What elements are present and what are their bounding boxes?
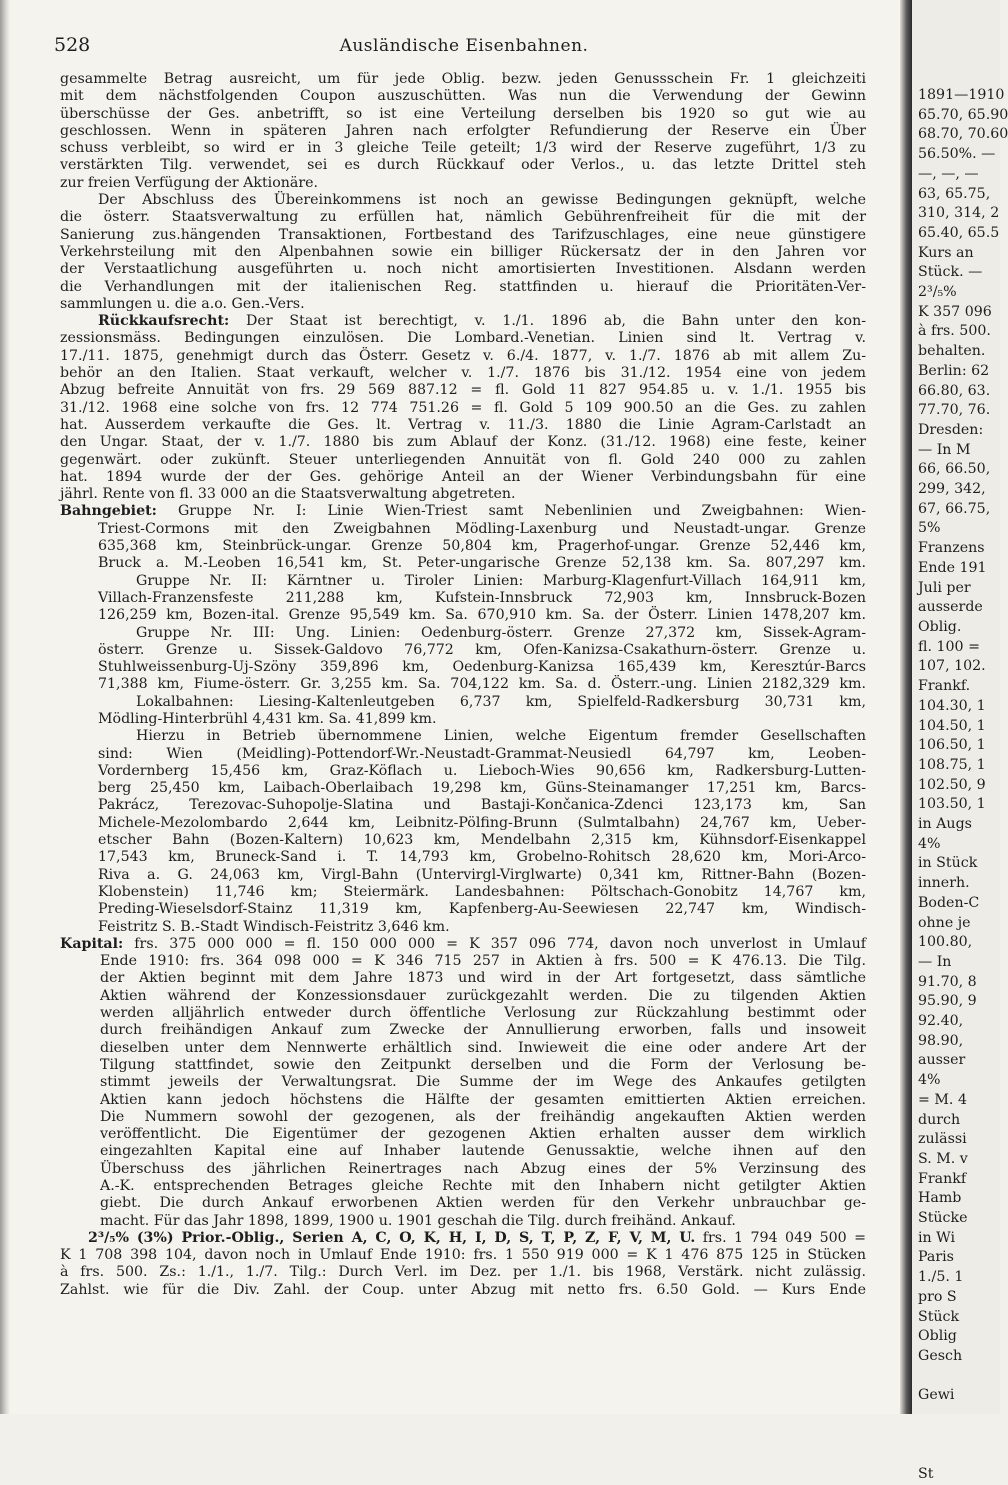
text-line [60, 919, 866, 936]
text-line [60, 1195, 866, 1212]
line-text: hat. 1894 wurde der der Ges. gehörige Anteil an der Wiener Verbindungsbahn für eine [60, 468, 866, 485]
line-text: jährl. Rente von fl. 33 000 an die Staatsverwaltung abgetreten. [60, 486, 516, 503]
text-line [60, 88, 866, 105]
line-text: macht. Für das Jahr 1898, 1899, 1900 u. 1901 geschah die Tilg. durch freihänd. Ankauf. [100, 1212, 736, 1229]
line-text: à frs. 500. Zs.: 1./1., 1./7. Tilg.: Durch Verl. im Dez. per 1./1. bis 1968, Verstärk. nicht zulässig. [60, 1264, 866, 1281]
text-line [60, 348, 866, 365]
adjacent-column-line: 66, 66.50, [918, 461, 991, 478]
text-line [60, 503, 866, 520]
text-line [60, 659, 866, 676]
line-text: Der Staat ist berechtigt, v. 1./1. 1896 ab, die Bahn unter den kon- [229, 313, 866, 330]
line-text: Preding-Wieselsdorf-Stainz 11,319 km, Kapfenberg-Au-Seewiesen 22,747 km, Windisch- [98, 901, 866, 918]
section-heading: Rückkaufsrecht: [98, 313, 230, 330]
adjacent-column-line: 77.70, 76. [918, 402, 991, 419]
line-text: eingezahlten Kapital eine auf Inhaber lautende Genussaktie, welche ihnen auf den [100, 1143, 866, 1160]
line-text: Aktien kann jedoch höchstens die Hälfte der gesamten emittierten Aktien erreichen. [100, 1091, 866, 1108]
adjacent-column-line: —, —, — [918, 165, 979, 182]
adjacent-column-line: Hamb [918, 1190, 962, 1207]
text-line [60, 400, 866, 417]
line-text: K 1 708 398 104, davon noch in Umlauf Ende 1910: frs. 1 550 919 000 = K 1 476 875 125 in Stücken [60, 1247, 866, 1264]
text-line [60, 123, 866, 140]
line-text: behör an den Italien. Staat verkauft, welcher v. 1./7. 1876 bis 31./12. 1954 eine von jedem [60, 365, 866, 382]
line-text: veröffentlicht. Die Eigentümer der gezogenen Aktien erhalten ausser dem wirklich [100, 1126, 866, 1143]
adjacent-column-line: ausser [918, 1052, 966, 1069]
text-line [60, 901, 866, 918]
text-line [60, 452, 866, 469]
adjacent-column-line: in Wi [918, 1229, 956, 1246]
text-line [60, 763, 866, 780]
text-line [60, 365, 866, 382]
text-line [60, 1264, 866, 1281]
body-text [60, 71, 866, 1299]
adjacent-column-line: Frankf. [918, 678, 971, 695]
adjacent-column-line: 1891—1910 [918, 87, 1005, 103]
adjacent-column-line: Stück [918, 1308, 960, 1325]
adjacent-column-line: 65.70, 65.90 [918, 106, 1008, 123]
text-line [60, 728, 866, 745]
line-text: Lokalbahnen: Liesing-Kaltenleutgeben 6,737 km, Spielfeld-Radkersburg 30,731 km, [136, 693, 866, 710]
adjacent-column-line: 63, 65.75, [918, 185, 991, 202]
text-line [60, 1057, 866, 1074]
line-text: durch freihändigen Ankauf zum Zwecke der Annullierung erworben, falls und insoweit [100, 1022, 866, 1039]
line-text: Pakrácz, Terezovac-Suhopolje-Slatina und Bastaji-Končanica-Zdenci 123,173 km, San [98, 797, 866, 814]
line-text: zessionsmäss. Bedingungen einzulösen. Die Lombard.-Venetian. Linien sind lt. Vertrag v. [60, 330, 866, 347]
adjacent-column-line [912, 1446, 1008, 1466]
adjacent-column-line: Gewi [918, 1387, 955, 1404]
line-text: hat. Ausserdem verkaufte die Ges. lt. Vertrag v. 11./3. 1880 die Linie Agram-Carlstadt an [60, 416, 866, 433]
section-heading: Bahngebiet: [60, 503, 157, 520]
line-text: zur freien Verfügung der Aktionäre. [60, 174, 319, 191]
adjacent-column-line: = M. 4 [918, 1091, 967, 1108]
text-line [60, 71, 866, 88]
text-line [60, 227, 866, 244]
adjacent-column-line: 310, 314, 2 [918, 205, 1000, 222]
line-text: 635,368 km, Steinbrück-ungar. Grenze 50,804 km, Pragerhof-ungar. Grenze 52,446 km, [98, 538, 866, 555]
adjacent-column-line: Kurs an [918, 244, 974, 261]
text-line [60, 157, 866, 174]
adjacent-column-line: innerh. [918, 875, 970, 892]
line-text: gesammelte Betrag ausreicht, um für jede Oblig. bezw. jeden Genussschein Fr. 1 gleichzeiti [60, 71, 866, 87]
line-text: Riva a. G. 24,063 km, Virgl-Bahn (Untervirgl-Virglwarte) 0,341 km, Rittner-Bahn (Bozen- [98, 866, 866, 883]
line-text: Michele-Mezolombardo 2,644 km, Leibnitz-Pölfing-Brunn (Sulmtalbahn) 24,767 km, Ueber- [98, 814, 866, 831]
text-line [60, 746, 866, 763]
line-text: Hierzu in Betrieb übernommene Linien, welche Eigentum fremder Gesellschaften [136, 728, 866, 745]
adjacent-column-line: Juli per [918, 579, 971, 596]
line-text: werden alljährlich entweder durch öffentliche Verlosung zur Rückzahlung bestimmt oder [100, 1005, 866, 1022]
text-line [60, 1230, 866, 1247]
line-text: Klobenstein) 11,746 km; Steiermärk. Landesbahnen: Pöltschach-Gonobitz 14,767 km, [98, 883, 866, 900]
adjacent-column-line: behalten. [918, 343, 986, 360]
adjacent-column-line: 103.50, 1 [918, 796, 986, 813]
line-text: Feistritz S. B.-Stadt Windisch-Feistritz 3,646 km. [98, 918, 450, 935]
adjacent-column-line [912, 1367, 1008, 1387]
text-line [60, 970, 866, 987]
line-text: frs. 375 000 000 = fl. 150 000 000 = K 357 096 774, davon noch unverlost in Umlauf [123, 935, 866, 952]
line-text: stimmt jeweils der Verwaltungsrat. Die Summe der im Wege des Ankaufes getilgten [100, 1074, 866, 1091]
line-text: Triest-Cormons mit den Zweigbahnen Mödling-Laxenburg und Neustadt-ungar. Grenze [98, 520, 866, 537]
line-text: mit dem nächstfolgenden Coupon auszuschütten. Was nun die Verwendung der Gewinn [60, 88, 866, 105]
text-line [60, 1247, 866, 1264]
line-text: Villach-Franzensfeste 211,288 km, Kufstein-Innsbruck 72,903 km, Innsbruck-Bozen [98, 589, 866, 606]
text-line [60, 279, 866, 296]
line-text: 71,388 km, Fiume-österr. Gr. 3,255 km. Sa. 704,122 km. Sa. d. Österr.-ung. Linien 2182,329 km. [98, 676, 866, 693]
line-text: Gruppe Nr. II: Kärntner u. Tiroler Linien: Marburg-Klagenfurt-Villach 164,911 km, [136, 572, 866, 589]
adjacent-column-line: pro S [918, 1288, 957, 1305]
adjacent-column-line: — In M [918, 441, 971, 458]
line-text: sammlungen u. die a.o. Gen.-Vers. [60, 295, 305, 312]
adjacent-column-line: Oblig [918, 1328, 957, 1345]
text-line [60, 867, 866, 884]
text-line [60, 140, 866, 157]
line-text: berg 25,450 km, Laibach-Oberlaibach 19,298 km, Güns-Steinamanger 17,251 km, Barcs- [98, 780, 866, 797]
adjacent-column-line: 104.50, 1 [918, 717, 986, 734]
text-line [60, 469, 866, 486]
adjacent-column-line: fl. 100 = [918, 638, 980, 655]
text-line [60, 1161, 866, 1178]
line-text: 31./12. 1968 eine solche von frs. 12 774 751.26 = fl. Gold 5 109 900.50 an die Ges. zu zahlen [60, 399, 866, 416]
text-line [60, 590, 866, 607]
book-gutter [900, 0, 912, 1414]
text-line [60, 832, 866, 849]
line-text: 126,259 km, Bozen-ital. Grenze 95,549 km. Sa. 670,910 km. Sa. der Österr. Linien 1478,207 km. [98, 607, 866, 624]
adjacent-column-line: 2³/₅% [918, 284, 957, 301]
text-line [60, 417, 866, 434]
text-line [60, 434, 866, 451]
text-line [60, 607, 866, 624]
line-text: Aktien während der Konzessionsdauer zurückgezahlt werden. Die zu tilgenden Aktien [100, 987, 866, 1004]
adjacent-column-line: 1./5. 1 [918, 1269, 964, 1286]
text-line [60, 815, 866, 832]
text-line [60, 1143, 866, 1160]
adjacent-column-line: 5% [918, 520, 941, 537]
text-line [60, 555, 866, 572]
text-line [60, 192, 866, 209]
text-line [60, 1213, 866, 1230]
line-text: Gruppe Nr. I: Linie Wien-Triest samt Nebenlinien und Zweigbahnen: Wien- [156, 503, 866, 520]
line-text: Die Nummern sowohl der gezogenen, als der freihändig angekauften Aktien werden [100, 1108, 866, 1125]
adjacent-column-line: 104.30, 1 [918, 697, 986, 714]
text-line [60, 1109, 866, 1126]
line-text: überschüsse der Ges. anbetrifft, so ist eine Verteilung derselben bis 1920 so gut wie au [60, 105, 866, 122]
text-line [60, 936, 866, 953]
adjacent-column-line: Oblig. [918, 618, 962, 635]
text-line [60, 849, 866, 866]
adjacent-column-line: durch [918, 1111, 961, 1128]
text-line [60, 521, 866, 538]
line-text: Sanierung zus.hängenden Transaktionen, Fortbestand des Tarifzuschlages, eine neue günstigere [60, 226, 866, 243]
line-text: geschlossen. Wenn in späteren Jahren nach erfolgter Refundierung der Reserve ein Über [60, 122, 866, 139]
adjacent-column-line: 92.40, [918, 1013, 964, 1030]
text-line [60, 953, 866, 970]
text-line [60, 780, 866, 797]
line-text: Tilgung stattfindet, sowie den Zeitpunkt derselben und die Form der Verlosung be- [100, 1056, 866, 1073]
text-line [60, 642, 866, 659]
line-text: dieselben unter dem Nennwerte erhältlich sind. Inwieweit die eine oder andere Art der [100, 1039, 866, 1056]
line-text: sind: Wien (Meidling)-Pottendorf-Wr.-Neustadt-Grammat-Neusiedl 64,797 km, Leoben- [98, 745, 866, 762]
adjacent-column-line: Stücke [918, 1210, 968, 1227]
adjacent-column-line: 66.80, 63. [918, 382, 991, 399]
adjacent-column-line: 56.50%. — [918, 146, 996, 163]
line-text: Überschuss des jährlichen Reinertrages nach Abzug eines der 5% Verzinsung des [100, 1160, 866, 1177]
adjacent-column-line: in Augs [918, 816, 972, 833]
line-text: österr. Grenze u. Sissek-Galdovo 76,772 km, Ofen-Kanizsa-Csakathurn-österr. Grenze u. [98, 641, 866, 658]
line-text: Verkehrsteilung mit den Alpenbahnen sowie ein billiger Rückersatz der in den Jahren vor [60, 243, 866, 260]
adjacent-column-line: 68.70, 70.60 [918, 126, 1008, 143]
text-line [60, 382, 866, 399]
text-line [60, 988, 866, 1005]
adjacent-column-line: zulässi [918, 1131, 967, 1148]
line-text: Zahlst. wie für die Div. Zahl. der Coup. unter Abzug mit netto frs. 6.50 Gold. — Kurs Ende [60, 1281, 866, 1298]
line-text: die österr. Staatsverwaltung zu erfüllen hat, nämlich Gebührenfreiheit für die mit der [60, 209, 866, 226]
adjacent-column-line: S. M. v [918, 1150, 968, 1167]
adjacent-column-line: Franzens [918, 540, 985, 557]
line-text: die Verhandlungen mit der italienischen Reg. stattfinden u. hierauf die Prioritäten-Ver- [60, 278, 866, 295]
line-text: giebt. Die durch Ankauf erworbenen Aktien werden für den Verkehr unbrauchbar ge- [100, 1195, 866, 1212]
line-text: Stuhlweissenburg-Uj-Szöny 359,896 km, Oedenburg-Kanizsa 165,439 km, Keresztúr-Barcs [98, 659, 866, 676]
adjacent-column-line: 100.80, [918, 934, 973, 951]
text-line [60, 261, 866, 278]
adjacent-column-line: Paris [918, 1249, 954, 1266]
text-line [60, 694, 866, 711]
adjacent-column-line: St [918, 1466, 934, 1483]
adjacent-column-line: à frs. 500. [918, 323, 991, 340]
text-line [60, 209, 866, 226]
adjacent-column-line: 98.90, [918, 1032, 964, 1049]
line-text: der Aktien beginnt mit dem Jahre 1873 und wird in der Art fortgesetzt, dass sämtliche [100, 970, 866, 987]
line-text: gegenwärt. oder zukünft. Steuer unterliegenden Annuität von fl. Gold 240 000 zu zahlen [60, 451, 866, 468]
text-line [60, 486, 866, 503]
text-line [60, 884, 866, 901]
adjacent-column-line: — In [918, 953, 952, 970]
text-line [60, 573, 866, 590]
adjacent-column-line: Frankf [918, 1170, 967, 1187]
line-text: Bruck a. M.-Leoben 16,541 km, St. Peter-ungarische Grenze 52,138 km. Sa. 807,297 km. [98, 555, 866, 572]
adjacent-page-column [912, 86, 1008, 1485]
line-text: etscher Bahn (Bozen-Kaltern) 10,623 km, Mendelbahn 2,315 km, Kühnsdorf-Eisenkappel [98, 832, 866, 849]
adjacent-column-line: 65.40, 65.5 [918, 224, 1000, 241]
text-line [60, 1005, 866, 1022]
text-line [60, 106, 866, 123]
adjacent-column-line: ohne je [918, 914, 971, 931]
line-text: Ende 1910: frs. 364 098 000 = K 346 715 257 in Aktien à frs. 500 = K 476.13. Die Tilg. [100, 953, 866, 970]
line-text: A.-K. entsprechenden Betrages gleiche Rechte mit den Inhabern nicht getilgter Aktien [100, 1178, 866, 1194]
line-text: 17,543 km, Bruneck-Sand i. T. 14,793 km, Grobelno-Rohitsch 28,620 km, Mori-Arco- [98, 849, 866, 866]
adjacent-column-line: in Stück [918, 855, 978, 872]
adjacent-column-line: 67, 66.75, [918, 500, 991, 517]
text-line [60, 1040, 866, 1057]
adjacent-column-line: 108.75, 1 [918, 756, 986, 773]
text-line [60, 625, 866, 642]
adjacent-column-line: 95.90, 9 [918, 993, 977, 1010]
line-text: Gruppe Nr. III: Ung. Linien: Oedenburg-österr. Grenze 27,372 km, Sissek-Agram- [136, 624, 866, 641]
line-text: Vordernberg 15,456 km, Graz-Köflach u. Lieboch-Wies 90,656 km, Radkersburg-Lutten- [98, 762, 866, 779]
text-line [60, 676, 866, 693]
adjacent-column-line: Ende 191 [918, 559, 987, 576]
page-edge-shadow [0, 0, 10, 1414]
adjacent-column-line [912, 1426, 1008, 1446]
adjacent-column-line: Dresden: [918, 421, 984, 438]
line-text: Mödling-Hinterbrühl 4,431 km. Sa. 41,899 km. [98, 710, 437, 727]
line-text: Der Abschluss des Übereinkommens ist noch an gewisse Bedingungen geknüpft, welche [98, 192, 866, 209]
adjacent-column-line: K 357 096 [918, 303, 992, 320]
adjacent-column-line: Berlin: 62 [918, 362, 990, 379]
text-line [60, 538, 866, 555]
page-header [54, 34, 874, 60]
adjacent-column-line: ausserde [918, 599, 983, 616]
text-line [60, 797, 866, 814]
line-text: 17./11. 1875, genehmigt durch das Österr. Gesetz v. 6./4. 1877, v. 1./7. 1876 ab mit allem Zu- [60, 347, 866, 364]
text-line [60, 244, 866, 261]
adjacent-column-line: 102.50, 9 [918, 776, 986, 793]
adjacent-page [912, 0, 1008, 1483]
page-number: 528 [54, 34, 91, 56]
adjacent-column-line: Stück. — [918, 264, 983, 281]
line-text: verstärkten Tilg. verwendet, sei es durch Rückkauf oder Verlos., u. das letzte Drittel steh [60, 157, 866, 174]
line-text: Abzug befreite Annuität von frs. 29 569 887.12 = fl. Gold 11 827 954.85 u. v. 1./1. 1955 bis [60, 382, 866, 399]
running-head: Ausländische Eisenbahnen. [339, 36, 589, 56]
text-line [60, 711, 866, 728]
text-line [60, 1178, 866, 1195]
text-line [60, 175, 866, 192]
text-line [60, 1022, 866, 1039]
adjacent-column-line: Gesch [918, 1348, 963, 1364]
text-line [60, 296, 866, 313]
text-line [60, 1092, 866, 1109]
text-line [60, 1282, 866, 1299]
adjacent-column-line: Boden-C [918, 894, 980, 911]
text-line [60, 1126, 866, 1143]
adjacent-column-line: 91.70, 8 [918, 973, 977, 990]
section-heading: Kapital: [60, 935, 124, 952]
adjacent-column-line [912, 1406, 1008, 1426]
text-line [60, 313, 866, 330]
adjacent-column-line: 299, 342, [918, 481, 986, 498]
text-line [60, 1074, 866, 1091]
text-line [60, 330, 866, 347]
adjacent-column-line: 4% [918, 835, 941, 852]
line-text: den Ungar. Staat, der v. 1./7. 1880 bis zum Ablauf der Konz. (31./12. 1968) eine feste, keiner [60, 434, 866, 451]
line-text: frs. 1 794 049 500 = [695, 1229, 866, 1246]
section-heading: 2³/₅% (3%) Prior.-Oblig., Serien A, C, O, K, H, I, D, S, T, P, Z, F, V, M, U. [88, 1229, 696, 1246]
line-text: schuss verbleibt, so wird er in 3 gleiche Teile geteilt; 1/3 wird der Reserve zugeführt, 1/3 zu [60, 140, 866, 157]
adjacent-column-line: 106.50, 1 [918, 737, 986, 754]
adjacent-column-line: 4% [918, 1072, 941, 1089]
adjacent-column-line: 107, 102. [918, 658, 986, 675]
line-text: der Verstaatlichung ausgeführten u. noch nicht amortisierten Investitionen. Alsdann werden [60, 261, 866, 278]
